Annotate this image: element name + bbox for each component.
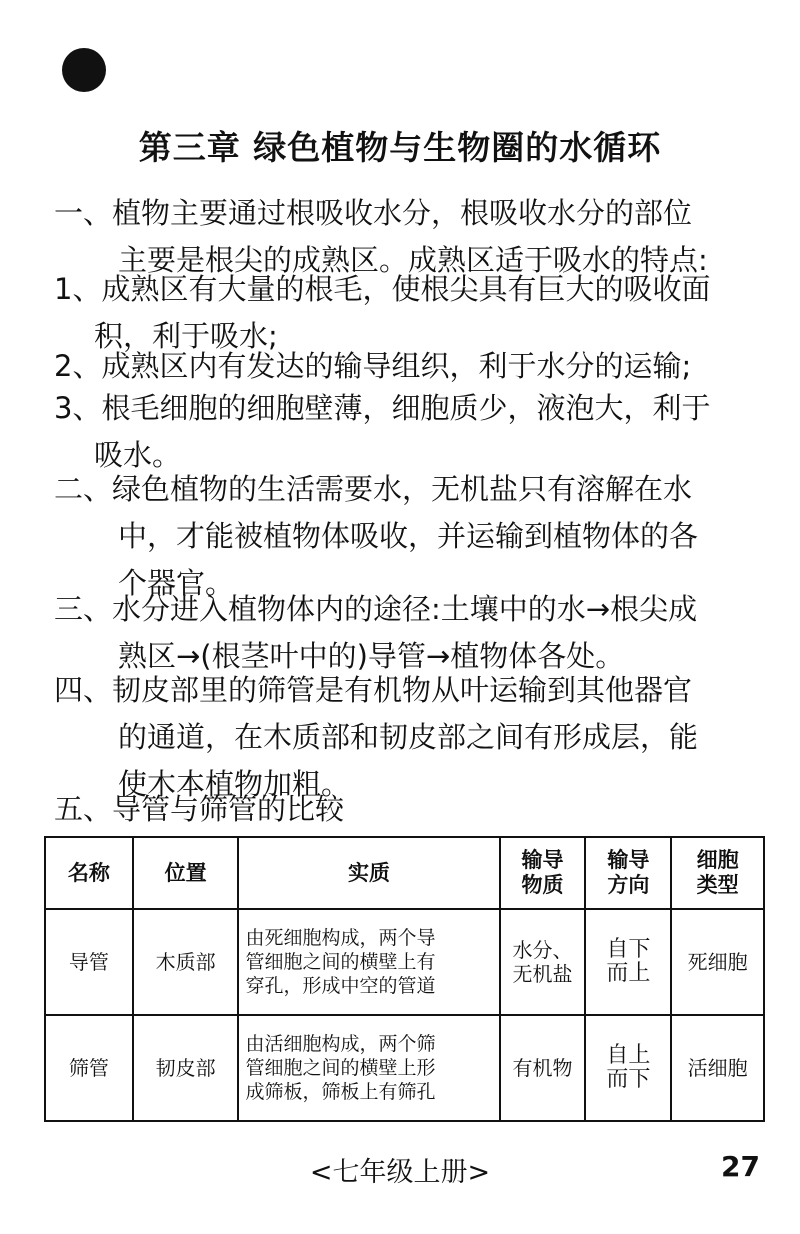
section-1-line-1: 一、植物主要通过根吸收水分，根吸收水分的部位 bbox=[54, 196, 693, 230]
row-essence-l1: 由活细胞构成，两个筛 bbox=[245, 1033, 436, 1055]
section-2-line-2: 中，才能被植物体吸收，并运输到植物体的各 bbox=[118, 519, 699, 553]
row-essence bbox=[238, 1015, 499, 1121]
point-2-line-1: 2、成熟区内有发达的输导组织，利于水分的运输; bbox=[54, 349, 692, 383]
row-essence-l2: 管细胞之间的横壁上形 bbox=[245, 1057, 436, 1079]
section-1-line-2: 主要是根尖的成熟区。成熟区适于吸水的特点: bbox=[118, 243, 708, 277]
header-direction-l1: 输导 bbox=[607, 848, 650, 872]
point-3-line-2: 吸水。 bbox=[94, 438, 182, 472]
chapter-title: 第三章 绿色植物与生物圈的水循环 bbox=[138, 128, 662, 167]
row-direction-l2: 而下 bbox=[606, 1067, 651, 1092]
section-3 bbox=[54, 586, 774, 680]
book-volume-label: <七年级上册> bbox=[309, 1157, 491, 1188]
row-position: 木质部 bbox=[133, 909, 239, 1015]
header-position: 位置 bbox=[133, 837, 239, 909]
row-substance-l2: 无机盐 bbox=[512, 962, 573, 986]
section-3-line-2: 熟区→(根茎叶中的)导管→植物体各处。 bbox=[118, 639, 625, 673]
header-essence: 实质 bbox=[238, 837, 499, 909]
section-3-line-1: 三、水分进入植物体内的途径:土壤中的水→根尖成 bbox=[54, 592, 698, 626]
row-substance-l1: 水分、 bbox=[512, 938, 573, 962]
row-direction bbox=[585, 1015, 671, 1121]
row-essence-l1: 由死细胞构成，两个导 bbox=[245, 927, 436, 949]
table-row bbox=[45, 1015, 764, 1121]
point-1-line-2: 积，利于吸水; bbox=[94, 319, 278, 353]
header-substance-l1: 输导 bbox=[521, 848, 564, 872]
section-4-line-1: 四、韧皮部里的筛管是有机物从叶运输到其他器官 bbox=[54, 673, 693, 707]
point-1-line-1: 1、成熟区有大量的根毛，使根尖具有巨大的吸收面 bbox=[54, 272, 711, 306]
row-essence-l2: 管细胞之间的横壁上有 bbox=[245, 951, 436, 973]
comparison-table bbox=[44, 836, 765, 1122]
row-cell-type: 活细胞 bbox=[671, 1015, 764, 1121]
row-essence bbox=[238, 909, 499, 1015]
point-3-line-1: 3、根毛细胞的细胞壁薄，细胞质少，液泡大，利于 bbox=[54, 391, 711, 425]
row-position: 韧皮部 bbox=[133, 1015, 239, 1121]
page-marker-dot bbox=[62, 48, 106, 92]
row-direction-l2: 而上 bbox=[606, 961, 651, 986]
row-direction bbox=[585, 909, 671, 1015]
header-cell-l2: 类型 bbox=[696, 873, 739, 897]
header-cell-l1: 细胞 bbox=[696, 848, 739, 872]
row-substance bbox=[500, 909, 586, 1015]
section-2-line-1: 二、绿色植物的生活需要水，无机盐只有溶解在水 bbox=[54, 472, 693, 506]
section-5 bbox=[54, 786, 774, 833]
section-2-line-3: 个器官。 bbox=[118, 566, 235, 600]
page-number: 27 bbox=[721, 1150, 760, 1183]
header-direction bbox=[585, 837, 671, 909]
row-cell-type: 死细胞 bbox=[671, 909, 764, 1015]
header-direction-l2: 方向 bbox=[607, 873, 650, 897]
point-2 bbox=[54, 343, 774, 390]
row-direction-l1: 自上 bbox=[606, 1043, 651, 1068]
header-cell-type bbox=[671, 837, 764, 909]
header-substance bbox=[500, 837, 586, 909]
row-essence-l3: 穿孔，形成中空的管道 bbox=[245, 975, 436, 997]
section-4-line-2: 的通道，在木质部和韧皮部之间有形成层，能 bbox=[118, 720, 699, 754]
row-essence-l3: 成筛板，筛板上有筛孔 bbox=[245, 1081, 436, 1103]
section-5-line-1: 五、导管与筛管的比较 bbox=[54, 792, 345, 826]
table-header-row bbox=[45, 837, 764, 909]
point-3 bbox=[54, 385, 774, 479]
section-4-line-3: 使木本植物加粗。 bbox=[118, 767, 351, 801]
row-direction-l1: 自下 bbox=[606, 937, 651, 962]
header-substance-l2: 物质 bbox=[521, 873, 564, 897]
table-row bbox=[45, 909, 764, 1015]
row-name: 筛管 bbox=[45, 1015, 133, 1121]
header-name: 名称 bbox=[45, 837, 133, 909]
row-name: 导管 bbox=[45, 909, 133, 1015]
row-substance: 有机物 bbox=[500, 1015, 586, 1121]
